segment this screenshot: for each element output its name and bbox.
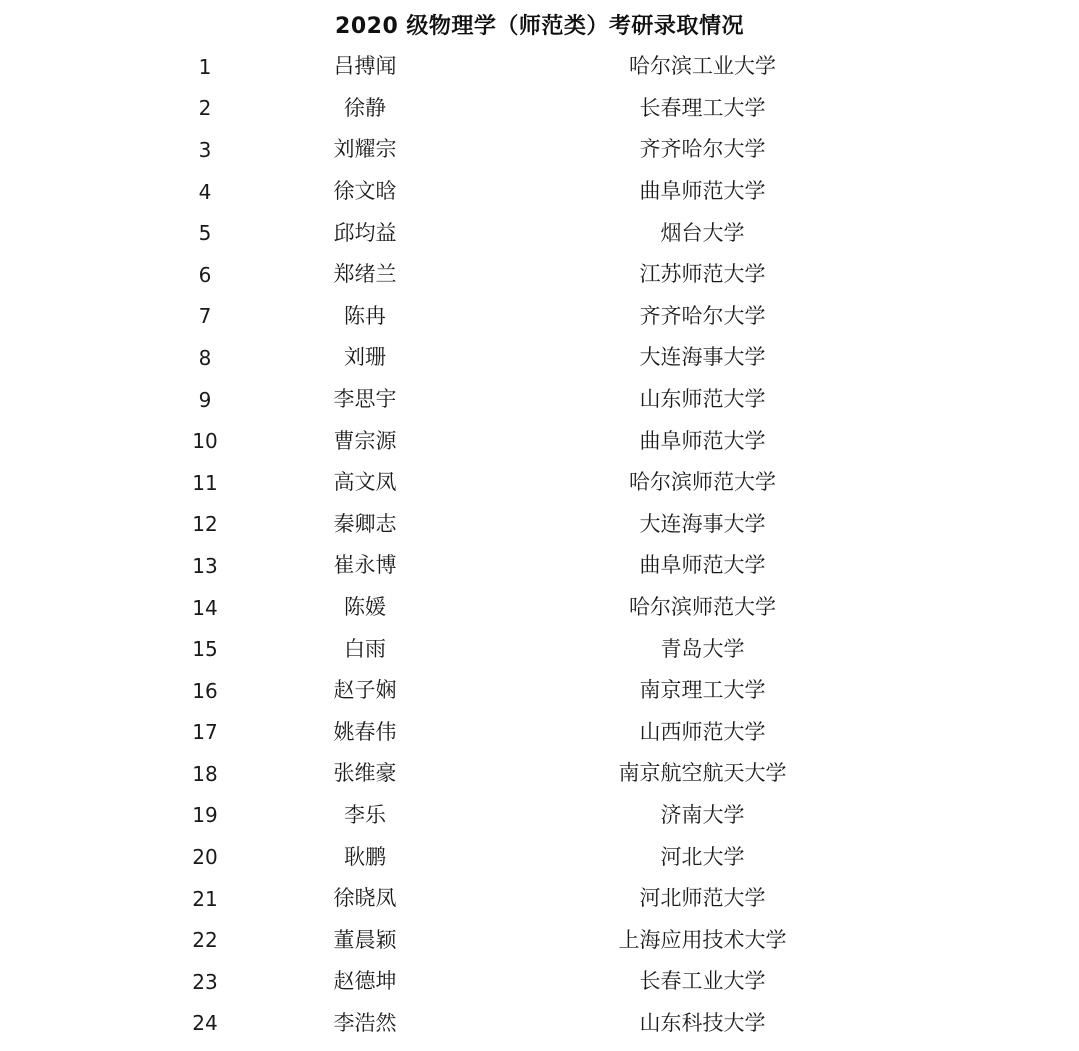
table-row [0,420,1079,462]
student-name: 高文凤 [333,470,397,495]
row-number: 21 [192,886,218,911]
student-name: 耿鹏 [344,844,386,869]
row-number: 18 [192,761,218,786]
table-row [0,753,1079,795]
student-name: 徐文晗 [333,179,397,204]
row-number: 24 [192,1011,218,1036]
admission-table [0,46,1079,1044]
student-name: 吕搏闻 [333,54,397,79]
university-name: 山东师范大学 [639,387,766,412]
table-row [0,379,1079,421]
row-number: 10 [192,429,218,454]
university-name: 南京理工大学 [639,678,766,703]
table-row [0,88,1079,130]
university-name: 青岛大学 [660,636,745,661]
row-number: 8 [198,345,212,370]
university-name: 齐齐哈尔大学 [639,303,766,328]
student-name: 李乐 [344,802,386,827]
university-name: 上海应用技术大学 [618,927,787,952]
student-name: 白雨 [344,636,386,661]
student-name: 陈媛 [344,595,386,620]
row-number: 7 [198,304,212,329]
student-name: 赵德坤 [333,969,397,994]
university-name: 山西师范大学 [639,719,766,744]
table-row [0,587,1079,629]
row-number: 14 [192,595,218,620]
row-number: 23 [192,969,218,994]
row-number: 19 [192,803,218,828]
table-row [0,504,1079,546]
page-title: 2020 级物理学（师范类）考研录取情况 [335,14,744,39]
table-row [0,919,1079,961]
row-number: 4 [198,179,212,204]
table-row [0,337,1079,379]
university-name: 大连海事大学 [639,511,766,536]
row-number: 17 [192,720,218,745]
student-name: 徐晓凤 [333,886,397,911]
table-row [0,545,1079,587]
university-name: 江苏师范大学 [639,262,766,287]
university-name: 长春工业大学 [639,969,766,994]
row-number: 3 [198,137,212,162]
student-name: 刘耀宗 [333,137,397,162]
student-name: 赵子娴 [333,678,397,703]
university-name: 曲阜师范大学 [639,553,766,578]
university-name: 河北大学 [660,844,745,869]
student-name: 郑绪兰 [333,262,397,287]
student-name: 李思宇 [333,387,397,412]
student-name: 刘珊 [344,345,386,370]
row-number: 6 [198,262,212,287]
table-row [0,296,1079,338]
table-row [0,212,1079,254]
university-name: 哈尔滨工业大学 [629,54,776,79]
table-row [0,1003,1079,1045]
row-number: 15 [192,637,218,662]
row-number: 11 [192,470,218,495]
row-number: 9 [198,387,212,412]
table-row [0,46,1079,88]
student-name: 董晨颖 [333,927,397,952]
row-number: 2 [198,96,212,121]
student-name: 张维豪 [333,761,397,786]
university-name: 齐齐哈尔大学 [639,137,766,162]
university-name: 大连海事大学 [639,345,766,370]
table-row [0,712,1079,754]
table-row [0,254,1079,296]
row-number: 1 [198,54,212,79]
table-row [0,628,1079,670]
student-name: 徐静 [344,95,386,120]
student-name: 崔永博 [333,553,397,578]
university-name: 哈尔滨师范大学 [629,595,776,620]
table-row [0,670,1079,712]
row-number: 5 [198,221,212,246]
table-row [0,171,1079,213]
row-number: 20 [192,845,218,870]
student-name: 秦卿志 [333,511,397,536]
row-number: 12 [192,512,218,537]
student-name: 曹宗源 [333,428,397,453]
table-row [0,878,1079,920]
student-name: 李浩然 [333,1010,397,1035]
row-number: 16 [192,678,218,703]
university-name: 济南大学 [660,802,745,827]
university-name: 曲阜师范大学 [639,428,766,453]
student-name: 姚春伟 [333,719,397,744]
table-row [0,795,1079,837]
table-row [0,462,1079,504]
university-name: 南京航空航天大学 [618,761,787,786]
university-name: 烟台大学 [660,220,745,245]
university-name: 河北师范大学 [639,886,766,911]
table-row [0,129,1079,171]
row-number: 22 [192,928,218,953]
student-name: 陈冉 [344,303,386,328]
university-name: 长春理工大学 [639,95,766,120]
university-name: 山东科技大学 [639,1010,766,1035]
row-number: 13 [192,553,218,578]
student-name: 邱均益 [333,220,397,245]
university-name: 曲阜师范大学 [639,179,766,204]
university-name: 哈尔滨师范大学 [629,470,776,495]
table-row [0,961,1079,1003]
table-row [0,836,1079,878]
